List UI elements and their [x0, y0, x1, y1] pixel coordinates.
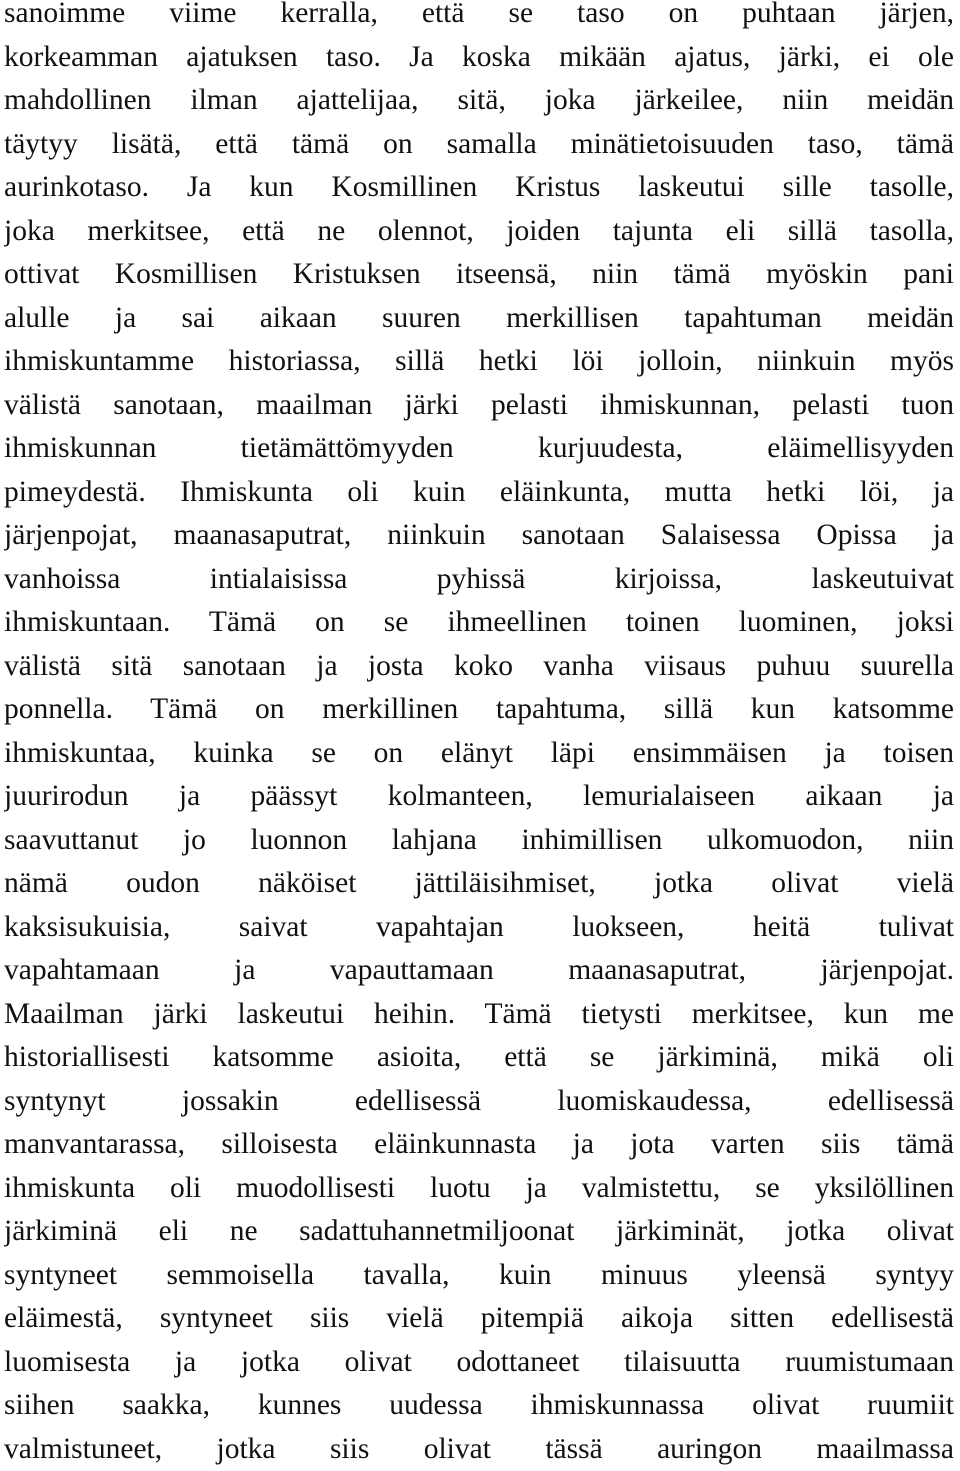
text-line: ihmiskunnan tietämättömyyden kurjuudesta, eläimellisyyden: [4, 427, 954, 471]
text-line: siihen saakka, kunnes uudessa ihmiskunnassa olivat ruumiit: [4, 1384, 954, 1428]
text-line: alulle ja sai aikaan suuren merkillisen tapahtuman meidän: [4, 297, 954, 341]
text-line: joka merkitsee, että ne olennot, joiden tajunta eli sillä tasolla,: [4, 210, 954, 254]
text-line: kaksisukuisia, saivat vapahtajan luokseen, heitä tulivat: [4, 906, 954, 950]
text-line: luomisesta ja jotka olivat odottaneet tilaisuutta ruumistumaan: [4, 1341, 954, 1385]
text-line: aurinkotaso. Ja kun Kosmillinen Kristus laskeutui sille tasolle,: [4, 166, 954, 210]
text-line: ottivat Kosmillisen Kristuksen itseensä, niin tämä myöskin pani: [4, 253, 954, 297]
text-line: ponnella. Tämä on merkillinen tapahtuma, sillä kun katsomme: [4, 688, 954, 732]
text-line: täytyy lisätä, että tämä on samalla minätietoisuuden taso, tämä: [4, 123, 954, 167]
text-line: juurirodun ja päässyt kolmanteen, lemurialaiseen aikaan ja: [4, 775, 954, 819]
text-line: historiallisesti katsomme asioita, että se järkiminä, mikä oli: [4, 1036, 954, 1080]
text-line: vapahtamaan ja vapauttamaan maanasaputrat, järjenpojat.: [4, 949, 954, 993]
text-line: manvantarassa, silloisesta eläinkunnasta ja jota varten siis tämä: [4, 1123, 954, 1167]
text-line: pimeydestä. Ihmiskunta oli kuin eläinkunta, mutta hetki löi, ja: [4, 471, 954, 515]
text-line: mahdollinen ilman ajattelijaa, sitä, joka järkeilee, niin meidän: [4, 79, 954, 123]
text-line: syntynyt jossakin edellisessä luomiskaudessa, edellisessä: [4, 1080, 954, 1124]
text-line: eläimestä, syntyneet siis vielä pitempiä aikoja sitten edellisestä: [4, 1297, 954, 1341]
text-line: välistä sanotaan, maailman järki pelasti ihmiskunnan, pelasti tuon: [4, 384, 954, 428]
text-line: välistä sitä sanotaan ja josta koko vanha viisaus puhuu suurella: [4, 645, 954, 689]
text-line: järjenpojat, maanasaputrat, niinkuin sanotaan Salaisessa Opissa ja: [4, 514, 954, 558]
body-text: [4, 0, 954, 1471]
text-line: ihmiskunta oli muodollisesti luotu ja valmistettu, se yksilöllinen: [4, 1167, 954, 1211]
text-line: Maailman järki laskeutui heihin. Tämä tietysti merkitsee, kun me: [4, 993, 954, 1037]
text-line: ihmiskuntaa, kuinka se on elänyt läpi ensimmäisen ja toisen: [4, 732, 954, 776]
text-line: valmistuneet, jotka siis olivat tässä auringon maailmassa: [4, 1428, 954, 1471]
text-line: ihmiskuntamme historiassa, sillä hetki löi jolloin, niinkuin myös: [4, 340, 954, 384]
text-line: syntyneet semmoisella tavalla, kuin minuus yleensä syntyy: [4, 1254, 954, 1298]
text-line: nämä oudon näköiset jättiläisihmiset, jotka olivat vielä: [4, 862, 954, 906]
text-line: korkeamman ajatuksen taso. Ja koska mikään ajatus, järki, ei ole: [4, 36, 954, 80]
text-line: sanoimme viime kerralla, että se taso on puhtaan järjen,: [4, 0, 954, 36]
text-line: järkiminä eli ne sadattuhannetmiljoonat järkiminät, jotka olivat: [4, 1210, 954, 1254]
text-line: ihmiskuntaan. Tämä on se ihmeellinen toinen luominen, joksi: [4, 601, 954, 645]
text-line: vanhoissa intialaisissa pyhissä kirjoissa, laskeutuivat: [4, 558, 954, 602]
text-line: saavuttanut jo luonnon lahjana inhimillisen ulkomuodon, niin: [4, 819, 954, 863]
